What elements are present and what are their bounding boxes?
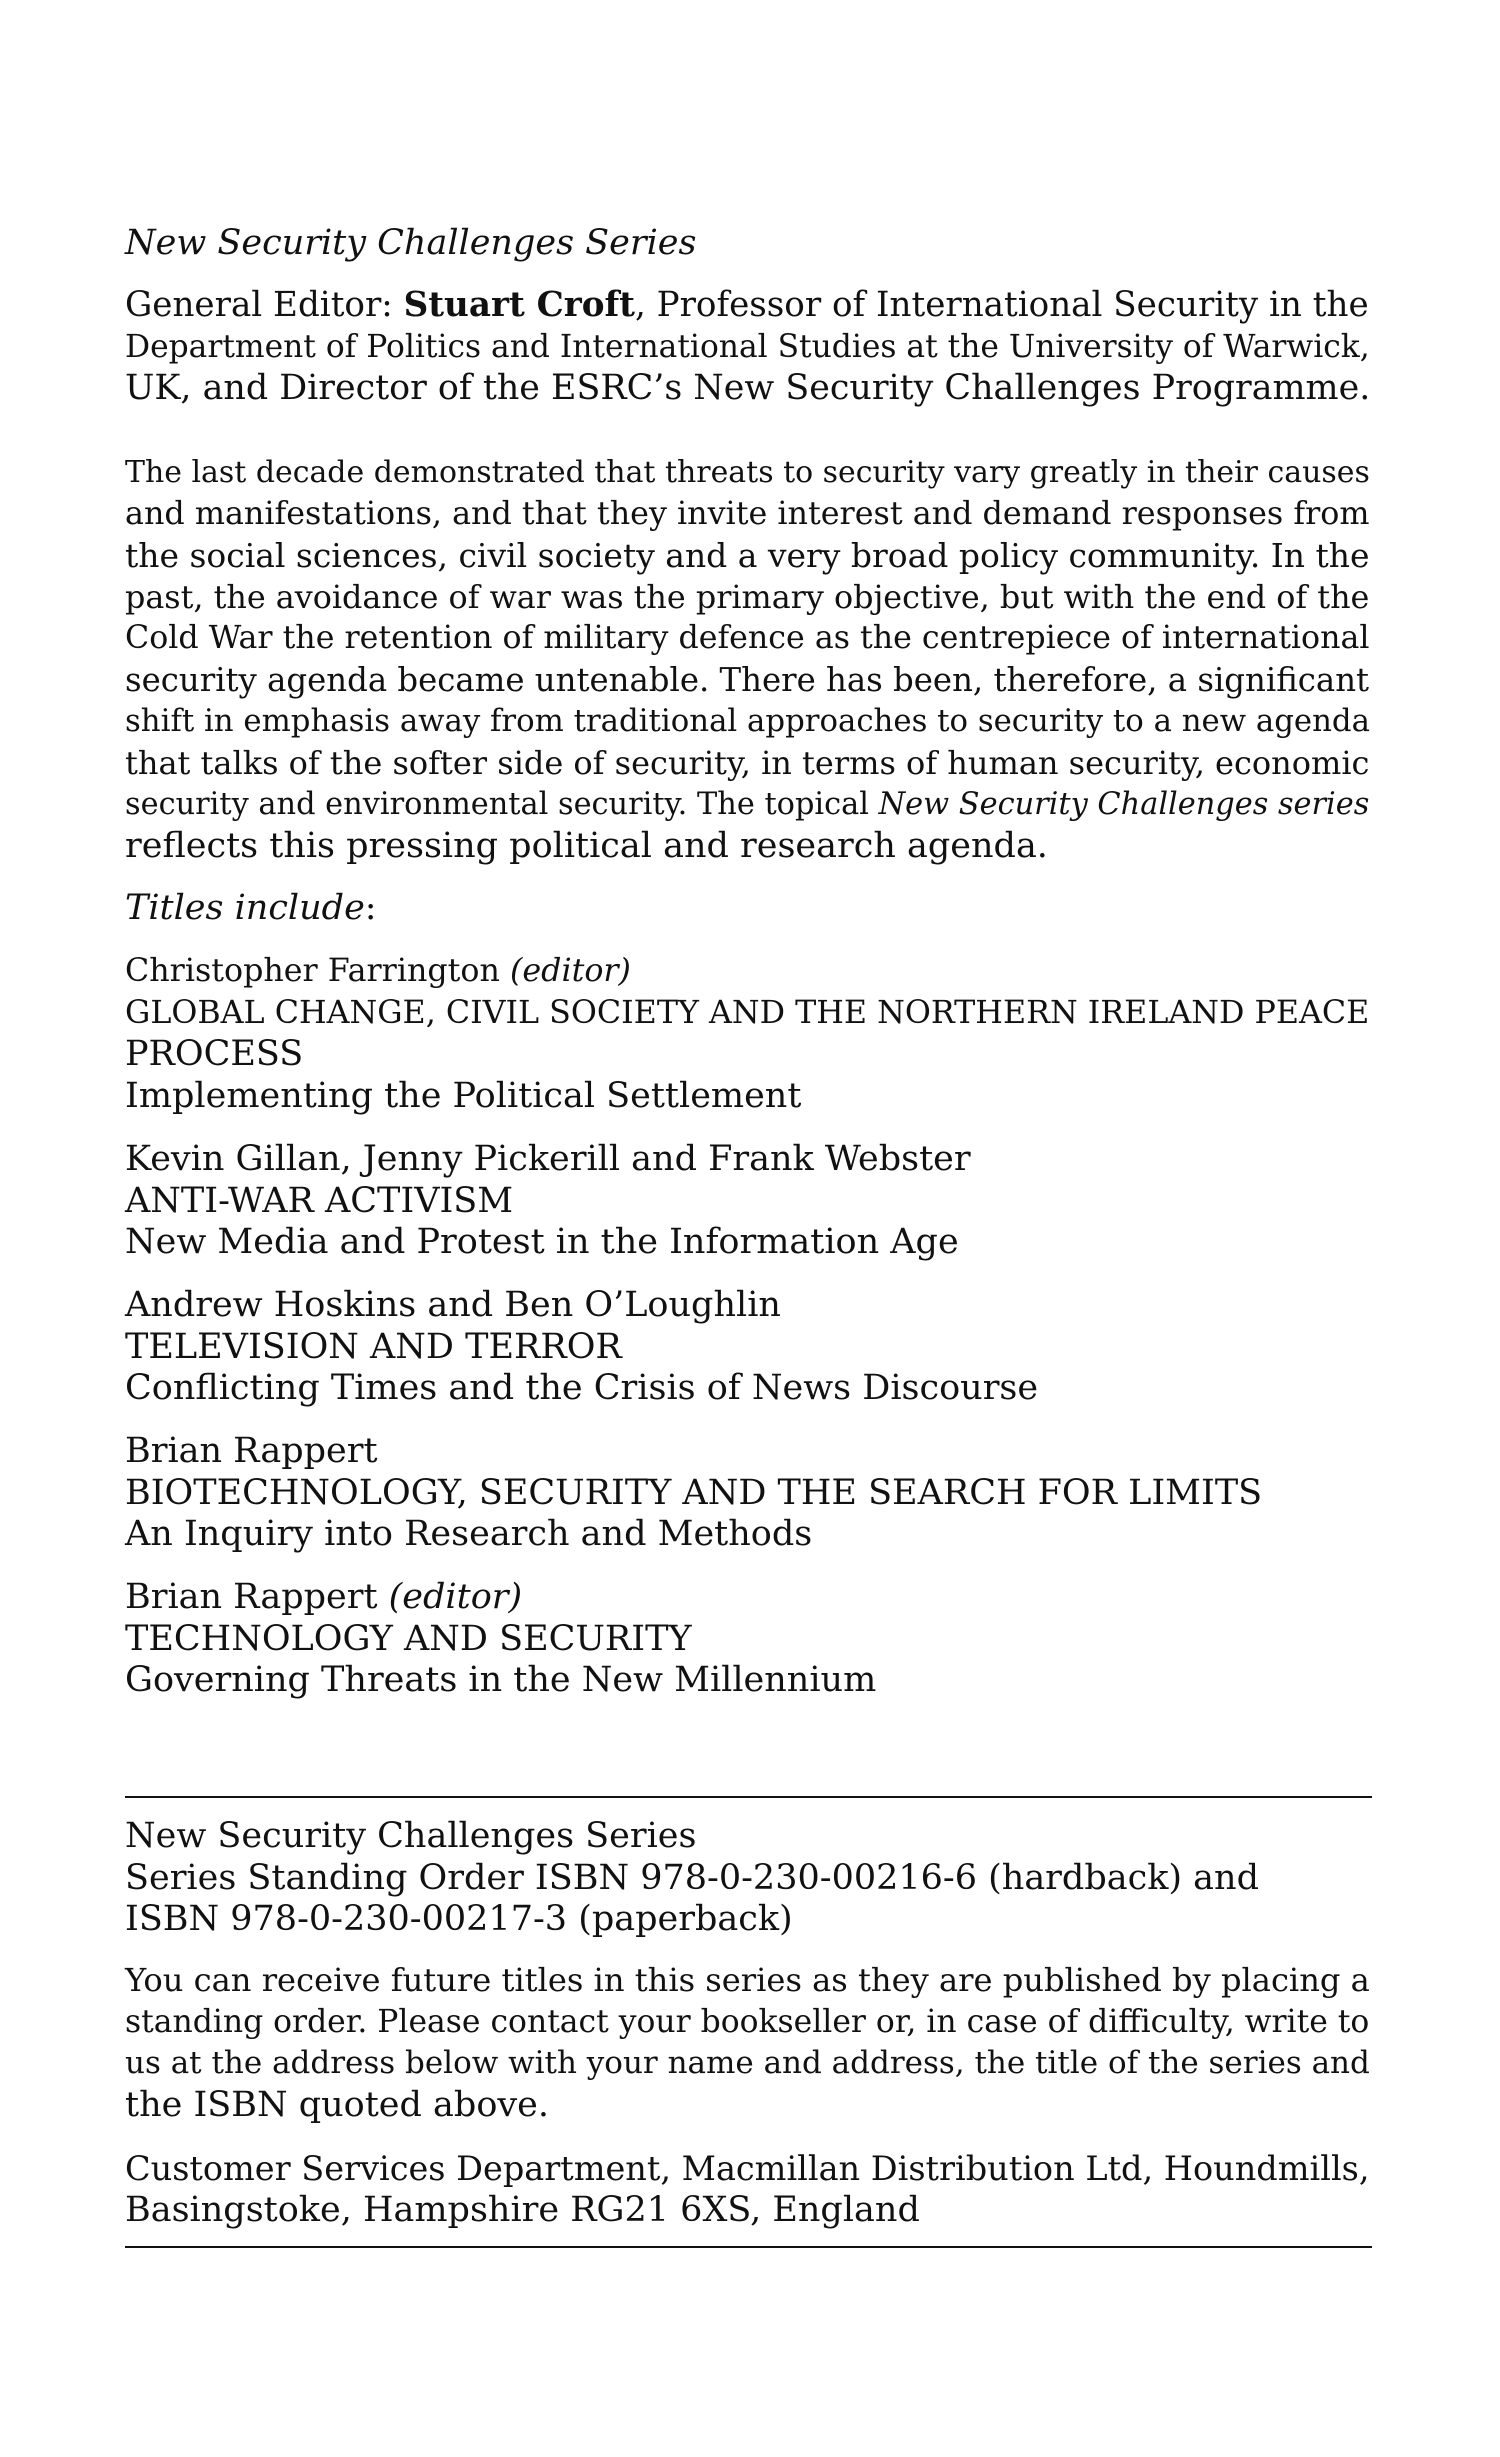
book-role: (editor): [388, 1577, 523, 1617]
book-subtitle: Conflicting Times and the Crisis of News Discourse: [125, 1368, 1039, 1408]
series-heading-text: New Security Challenges Series: [125, 223, 697, 263]
book-author-line: [125, 1577, 876, 1619]
general-editor-paragraph: [125, 285, 1370, 410]
address-paragraph: [125, 2148, 1370, 2231]
book-author: Brian Rappert: [125, 1577, 389, 1617]
book-subtitle: New Media and Protest in the Information Age: [125, 1222, 959, 1262]
book-author: Christopher Farrington: [125, 953, 511, 989]
book-entry: [125, 1431, 1262, 1556]
intro-line: the social sciences, civil society and a very broad policy community. In the: [125, 536, 1370, 575]
general-editor-line-2: Department of Politics and International Studies at the University of Warwick,: [125, 328, 1370, 365]
receive-line: standing order. Please contact your bookseller or, in case of difficulty, write to: [125, 2003, 1370, 2040]
book-entry: [125, 1139, 971, 1264]
book-author: Andrew Hoskins and Ben O’Loughlin: [125, 1285, 781, 1325]
book-author: Kevin Gillan, Jenny Pickerill and Frank Webster: [125, 1139, 971, 1179]
intro-line: reflects this pressing political and research agenda.: [125, 825, 1048, 866]
intro-line: shift in emphasis away from traditional approaches to security to a new agenda: [125, 703, 1370, 739]
series-heading: [125, 223, 1370, 265]
book-author: Brian Rappert: [125, 1431, 378, 1471]
intro-line-9-start: security and environmental security. The topical: [125, 787, 879, 822]
receive-line: the ISBN quoted above.: [125, 2084, 549, 2125]
receive-paragraph: [125, 1960, 1370, 2126]
book-title: TELEVISION AND TERROR: [125, 1326, 622, 1367]
intro-line: and manifestations, and that they invite interest and demand responses from: [125, 495, 1370, 532]
general-editor-name: Stuart Croft: [403, 285, 635, 325]
standing-order-line: New Security Challenges Series: [125, 1816, 697, 1856]
book-entry: [125, 1577, 876, 1702]
intro-line: past, the avoidance of war was the primary objective, but with the end of the: [125, 578, 1370, 616]
book-title: BIOTECHNOLOGY, SECURITY AND THE SEARCH FOR LIMITS: [125, 1472, 1263, 1513]
titles-include-text: Titles include: [125, 888, 365, 928]
divider-rule-bottom: [125, 2246, 1372, 2248]
intro-series-name: New Security Challenges series: [878, 787, 1370, 822]
intro-line: that talks of the softer side of security, in terms of human security, economic: [125, 743, 1370, 782]
book-title: PROCESS: [125, 1034, 304, 1074]
titles-include-label: [125, 888, 1370, 930]
intro-line: security agenda became untenable. There has been, therefore, a significant: [125, 660, 1370, 699]
book-title: GLOBAL CHANGE, CIVIL SOCIETY AND THE NORTHERN IRELAND PEACE: [125, 994, 1370, 1031]
book-role: (editor): [510, 953, 631, 989]
book-title: TECHNOLOGY AND SECURITY: [125, 1618, 692, 1659]
intro-paragraph: [125, 452, 1370, 867]
book-subtitle: An Inquiry into Research and Methods: [125, 1514, 813, 1554]
standing-order-line: ISBN 978-0-230-00217-3 (paperback): [125, 1899, 793, 1939]
intro-line: [125, 784, 1370, 826]
address-line: Basingstoke, Hampshire RG21 6XS, England: [125, 2189, 920, 2230]
general-editor-line-3: UK, and Director of the ESRC’s New Security Challenges Programme.: [125, 368, 1371, 408]
book-author-line: [125, 951, 1369, 993]
general-editor-line-1-rest: , Professor of International Security in the: [634, 285, 1369, 325]
general-editor-prefix: General Editor:: [125, 285, 404, 325]
general-editor-line-1: [125, 285, 1370, 327]
standing-order-line: Series Standing Order ISBN 978-0-230-00216-6 (hardback) and: [125, 1857, 1259, 1898]
divider-rule-top: [125, 1796, 1372, 1798]
titles-include-colon: :: [364, 888, 377, 928]
receive-line: us at the address below with your name and address, the title of the series and: [125, 2045, 1370, 2081]
standing-order-block: [125, 1816, 1370, 1941]
book-subtitle: Governing Threats in the New Millennium: [125, 1660, 877, 1700]
book-title: ANTI-WAR ACTIVISM: [125, 1180, 514, 1221]
intro-line: Cold War the retention of military defence as the centrepiece of international: [125, 620, 1370, 656]
intro-line: The last decade demonstrated that threats to security vary greatly in their causes: [125, 455, 1370, 490]
book-entry: [125, 1285, 1038, 1410]
book-entry: [125, 951, 1369, 1117]
book-subtitle: Implementing the Political Settlement: [125, 1075, 802, 1116]
address-line: Customer Services Department, Macmillan Distribution Ltd, Houndmills,: [125, 2149, 1370, 2188]
receive-line: You can receive future titles in this series as they are published by placing a: [125, 1961, 1370, 1999]
